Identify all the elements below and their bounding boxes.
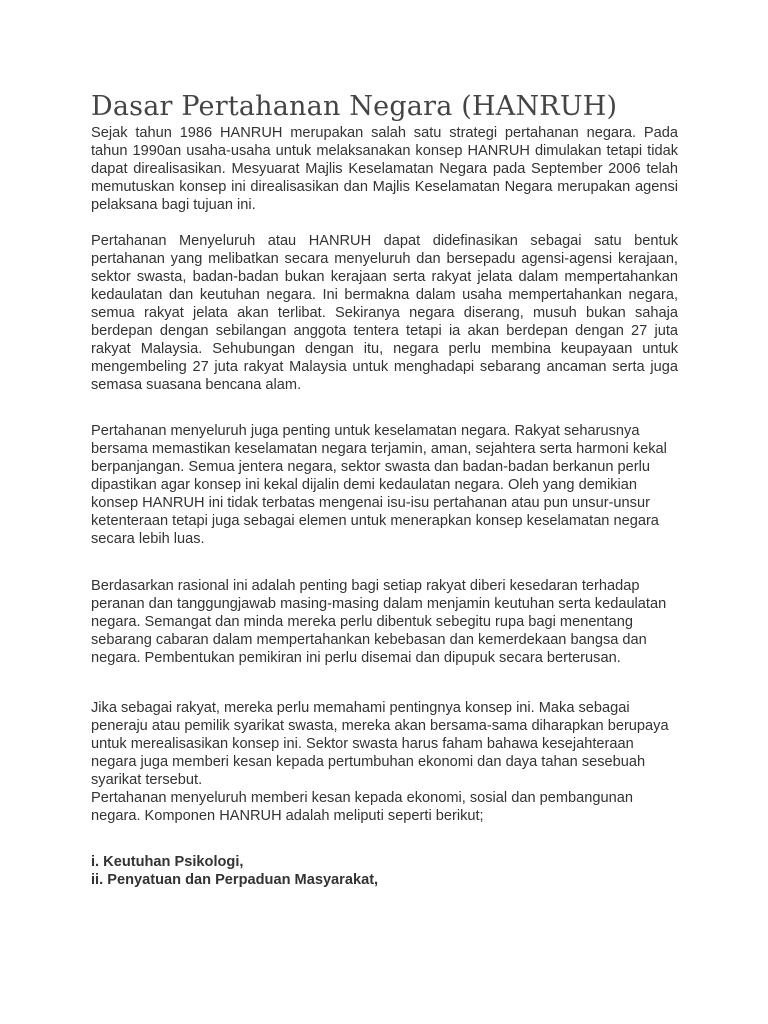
list-item: ii. Penyatuan dan Perpaduan Masyarakat,	[91, 872, 379, 888]
document-page	[91, 90, 678, 889]
list-item: i. Keutuhan Psikologi,	[91, 854, 244, 870]
paragraph-definition: Pertahanan Menyeluruh atau HANRUH dapat didefinasikan sebagai satu bentuk pertahanan yang melibatkan secara menyeluruh dan bersepadu agensi-agensi kerajaan, sektor swasta, badan-badan bukan kerajaan serta rakyat jelata dalam mempertahankan kedaulatan dan keutuhan negara. Ini bermakna dalam usaha mempertahankan negara, semua rakyat jelata akan terlibat. Sekiranya negara diserang, musuh bukan sahaja berdepan dengan sebilangan anggota tentera tetapi ia akan berdepan dengan 27 juta rakyat Malaysia. Sehubungan dengan itu, negara perlu membina keupayaan untuk mengembeling 27 juta rakyat Malaysia untuk menghadapi sebarang ancaman serta juga semasa suasana bencana alam.	[91, 233, 678, 393]
paragraph-impact: Pertahanan menyeluruh memberi kesan kepada ekonomi, sosial dan pembangunan negara. Komponen HANRUH adalah meliputi seperti berikut;	[91, 790, 633, 824]
paragraph-intro: Sejak tahun 1986 HANRUH merupakan salah satu strategi pertahanan negara. Pada tahun 1990an usaha-usaha untuk melaksanakan konsep HANRUH dimulakan tetapi tidak dapat direalisasikan. Mesyuarat Majlis Keselamatan Negara pada September 2006 telah memutuskan konsep ini direalisasikan dan Majlis Keselamatan Negara merupakan agensi pelaksana bagi tujuan ini.	[91, 125, 678, 213]
paragraph-rationale: Berdasarkan rasional ini adalah penting bagi setiap rakyat diberi kesedaran terhadap peranan dan tanggungjawab masing-masing dalam menjamin keutuhan serta kedaulatan negara. Semangat dan minda mereka perlu dibentuk sebegitu rupa bagi menentang sebarang cabaran dalam mempertahankan kebebasan dan kemerdekaan bangsa dan negara. Pembentukan pemikiran ini perlu disemai dan dipupuk secara berterusan.	[91, 578, 667, 666]
paragraph-private-sector: Jika sebagai rakyat, mereka perlu memahami pentingnya konsep ini. Maka sebagai peneraju atau pemilik syarikat swasta, mereka akan bersama-sama diharapkan berupaya untuk merealisasikan konsep ini. Sektor swasta harus faham bahawa kesejahteraan negara juga memberi kesan kepada pertumbuhan ekonomi dan daya tahan sesebuah syarikat tersebut.	[91, 700, 669, 788]
components-list	[91, 853, 678, 889]
paragraph-security: Pertahanan menyeluruh juga penting untuk keselamatan negara. Rakyat seharusnya bersama memastikan keselamatan negara terjamin, aman, sejahtera serta harmoni kekal berpanjangan. Semua jentera negara, sektor swasta dan badan-badan berkanun perlu dipastikan agar konsep ini kekal dijalin demi kedaulatan negara. Oleh yang demikian konsep HANRUH ini tidak terbatas mengenai isu-isu pertahanan atau pun unsur-unsur ketenteraan tetapi juga sebagai elemen untuk menerapkan konsep keselamatan negara secara lebih luas.	[91, 423, 667, 547]
document-title: Dasar Pertahanan Negara (HANRUH)	[91, 91, 618, 122]
